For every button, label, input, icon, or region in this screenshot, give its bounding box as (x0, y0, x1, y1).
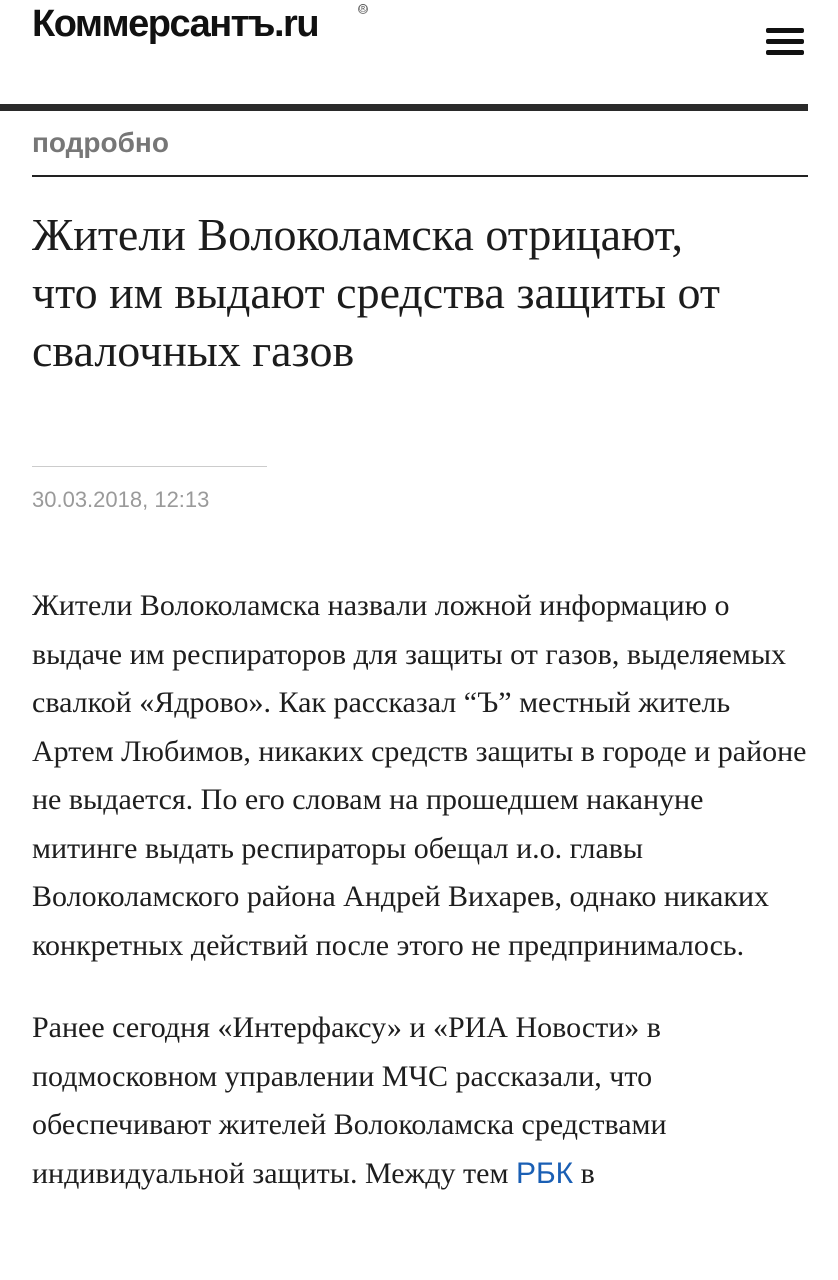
hamburger-menu-icon[interactable] (762, 22, 808, 62)
rbc-link[interactable]: РБК (515, 1156, 574, 1190)
article-title: Жители Волоколамска отрицают, что им выдают средства защиты от свалочных газов (32, 209, 720, 376)
site-logo[interactable]: Коммерсантъ.ru (32, 3, 319, 45)
article-paragraph (32, 1004, 812, 1198)
menu-bar (766, 28, 804, 33)
section-divider (32, 175, 808, 177)
registered-mark-icon: ® (359, 3, 368, 15)
section-label[interactable]: подробно (32, 127, 169, 158)
header-divider (0, 104, 808, 111)
paragraph-text: в (573, 1156, 595, 1190)
menu-bar (766, 39, 804, 44)
date-divider (32, 466, 267, 467)
site-header (0, 0, 838, 105)
menu-bar (766, 50, 804, 55)
paragraph-text: Ранее сегодня «Интерфаксу» и «РИА Новости» в подмосковном управлении МЧС рассказали, что обеспечивают жителей Волоколамска средствами индивидуальной защиты. Между тем (32, 1011, 667, 1190)
article-date: 30.03.2018, 12:13 (32, 487, 210, 512)
article-paragraph: Жители Волоколамска назвали ложной информацию о выдаче им респираторов для защиты от газов, выделяемых свалкой «Ядрово». Как рассказал “Ъ” местный житель Артем Любимов, никаких средств защиты в городе и районе не выдается. По его словам на прошедшем накануне митинге выдать респираторы обещал и.о. главы Волоколамского района Андрей Вихарев, однако никаких конкретных действий после этого не предпринималось. (32, 589, 807, 962)
article-body (32, 582, 812, 1232)
